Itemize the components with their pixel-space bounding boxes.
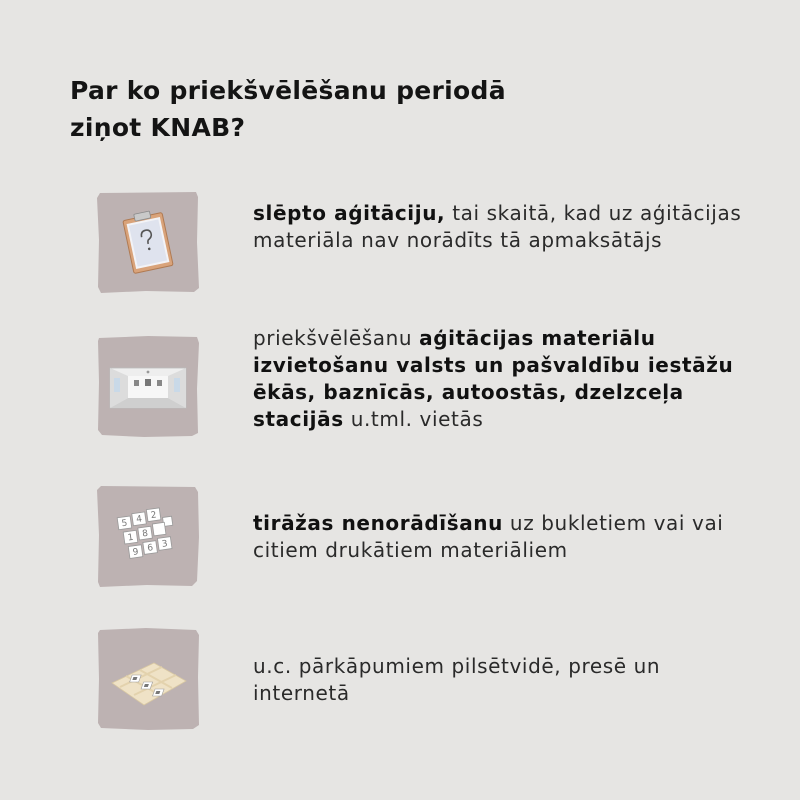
- item-text: [253, 653, 753, 707]
- item-text: [253, 200, 753, 254]
- tile-number: 2: [150, 510, 158, 522]
- tile-number: 1: [127, 532, 135, 544]
- tile-number: 8: [141, 528, 149, 540]
- item-text: [253, 325, 753, 433]
- tile-number: 9: [132, 547, 140, 558]
- item-rest: uz bukletiem vai vai citiem drukātiem materiāliem: [253, 511, 724, 562]
- item-bold: slēpto aģitāciju,: [253, 201, 446, 225]
- item-prefix: priekšvēlēšanu: [253, 326, 420, 350]
- street-map-icon: [106, 659, 190, 709]
- item-rest: u.c. pārkāpumiem pilsētvidē, presē un internetā: [253, 654, 661, 705]
- interior-room-icon: [108, 366, 188, 410]
- tile-number: 4: [135, 514, 143, 526]
- tile-number: 6: [146, 543, 154, 554]
- tile-3: [96, 484, 200, 588]
- tile-4: [96, 627, 200, 731]
- item-text: [253, 510, 753, 564]
- item-rest: tai skaitā, kad uz aģitācijas materiāla nav norādīts tā apmaksātājs: [253, 201, 742, 252]
- item-rest: u.tml. vietās: [343, 407, 484, 431]
- tile-1: [96, 190, 200, 294]
- tile-number: 3: [161, 539, 169, 550]
- title-line-2: ziņot KNAB?: [70, 113, 246, 142]
- item-bold: tirāžas nenorādīšanu: [253, 511, 503, 535]
- title-line-1: Par ko priekšvēlēšanu periodā: [70, 76, 506, 105]
- clipboard-question-icon: [118, 208, 178, 278]
- tile-number: 5: [121, 518, 129, 530]
- item-bold: aģitācijas materiālu izvietošanu valsts un pašvaldību iestāžu ēkās, baznīcās, autoostās, dzelzceļa stacijās: [253, 326, 734, 431]
- tile-2: [96, 334, 200, 438]
- page-title: [70, 72, 506, 146]
- number-tiles-icon: [116, 506, 176, 566]
